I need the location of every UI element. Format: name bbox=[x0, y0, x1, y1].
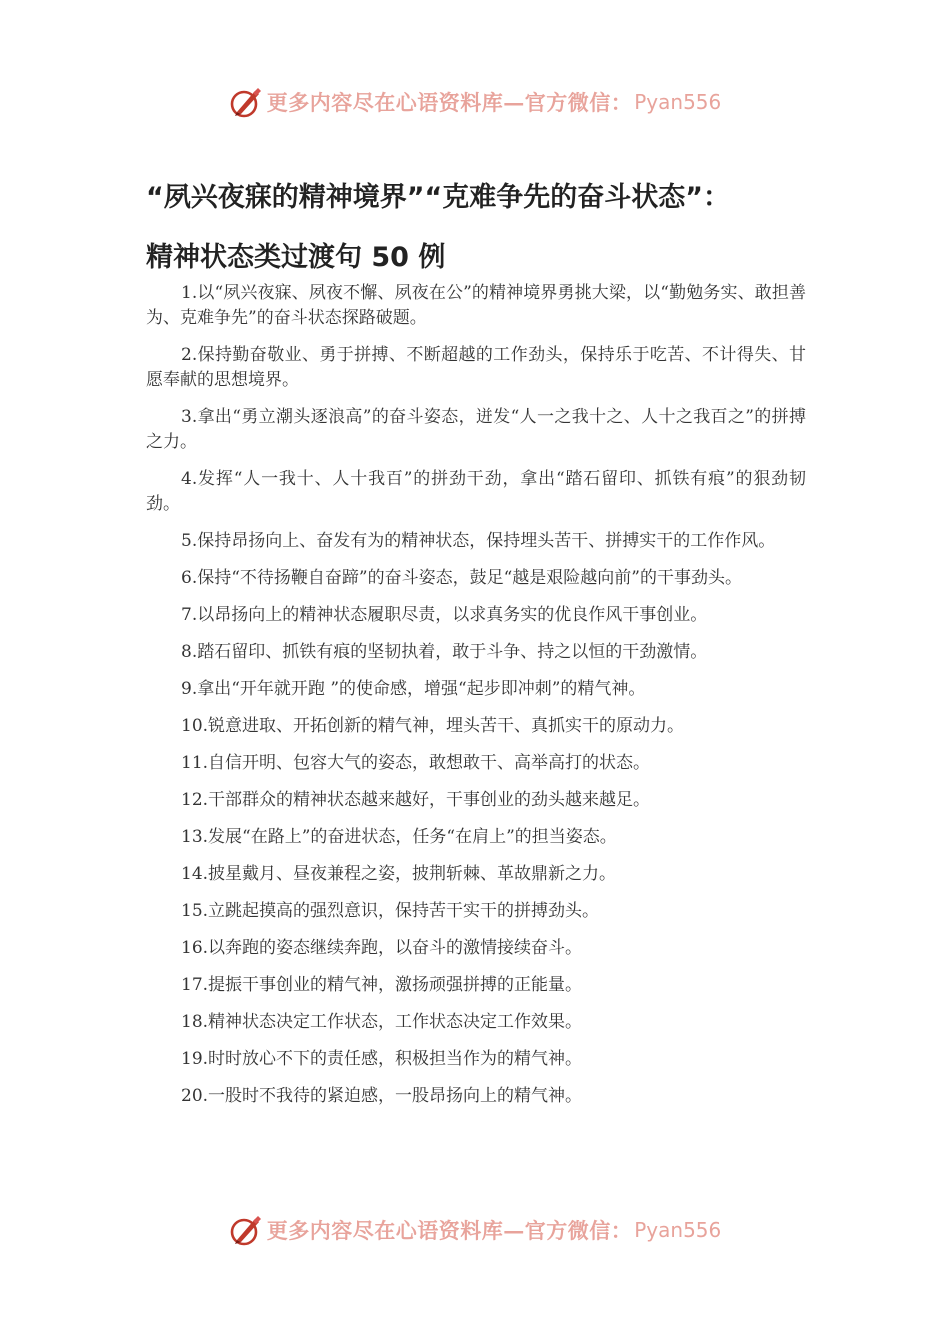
banner-text: 更多内容尽在心语资料库—官方微信： bbox=[266, 90, 633, 115]
page-title bbox=[146, 168, 826, 288]
wechat-id: Pyan556 bbox=[634, 1218, 722, 1242]
list-item: 20.一股时不我待的紧迫感，一股昂扬向上的精气神。 bbox=[181, 1086, 583, 1106]
footer-banner bbox=[0, 1210, 950, 1250]
title-line-1: “夙兴夜寐的精神境界”“克难争先的奋斗状态”： bbox=[146, 182, 730, 213]
list-item: 13.发展“在路上”的奋进状态，任务“在肩上”的担当姿态。 bbox=[181, 827, 617, 847]
list-item: 19.时时放心不下的责任感，积极担当作为的精气神。 bbox=[181, 1049, 583, 1069]
list-item: 6.保持“不待扬鞭自奋蹄”的奋斗姿态，鼓足“越是艰险越向前”的干事劲头。 bbox=[181, 568, 742, 588]
list-item: 12.干部群众的精神状态越来越好，干事创业的劲头越来越足。 bbox=[181, 790, 651, 810]
wechat-id: Pyan556 bbox=[634, 90, 722, 114]
list-item: 1.以“夙兴夜寐、夙夜不懈、夙夜在公”的精神境界勇挑大梁，以“勤勉务实、敢担善为、克难争先”的奋斗状态探路破题。 bbox=[146, 283, 806, 328]
list-item: 16.以奔跑的姿态继续奔跑，以奋斗的激情接续奋斗。 bbox=[181, 938, 583, 958]
list-item: 11.自信开明、包容大气的姿态，敢想敢干、高举高打的状态。 bbox=[181, 753, 651, 773]
list-item: 3.拿出“勇立潮头逐浪高”的奋斗姿态，迸发“人一之我十之、人十之我百之”的拼搏之力。 bbox=[146, 407, 806, 452]
list-item: 17.提振干事创业的精气神，激扬顽强拼搏的正能量。 bbox=[181, 975, 583, 995]
list-item: 10.锐意进取、开拓创新的精气神，埋头苦干、真抓实干的原动力。 bbox=[181, 716, 685, 736]
list-item: 15.立跳起摸高的强烈意识，保持苦干实干的拼搏劲头。 bbox=[181, 901, 600, 921]
list-item: 8.踏石留印、抓铁有痕的坚韧执着，敢于斗争、持之以恒的干劲激情。 bbox=[181, 642, 708, 662]
list-item: 5.保持昂扬向上、奋发有为的精神状态，保持埋头苦干、拼搏实干的工作作风。 bbox=[181, 531, 776, 551]
banner-text: 更多内容尽在心语资料库—官方微信： bbox=[266, 1218, 633, 1243]
sentence-list bbox=[146, 281, 806, 1121]
list-item: 9.拿出“开年就开跑 ”的使命感，增强“起步即冲刺”的精气神。 bbox=[181, 679, 646, 699]
list-item: 4.发挥“人一我十、人十我百”的拼劲干劲，拿出“踏石留印、抓铁有痕”的狠劲韧劲。 bbox=[146, 469, 806, 514]
list-item: 18.精神状态决定工作状态，工作状态决定工作效果。 bbox=[181, 1012, 583, 1032]
title-line-2: 精神状态类过渡句 50 例 bbox=[146, 242, 446, 273]
pen-circle-logo-icon bbox=[229, 85, 263, 119]
header-banner bbox=[0, 82, 950, 122]
list-item: 14.披星戴月、昼夜兼程之姿，披荆斩棘、革故鼎新之力。 bbox=[181, 864, 617, 884]
pen-circle-logo-icon bbox=[229, 1213, 263, 1247]
list-item: 7.以昂扬向上的精神状态履职尽责，以求真务实的优良作风干事创业。 bbox=[181, 605, 708, 625]
list-item: 2.保持勤奋敬业、勇于拼搏、不断超越的工作劲头，保持乐于吃苦、不计得失、甘愿奉献的思想境界。 bbox=[146, 345, 806, 390]
